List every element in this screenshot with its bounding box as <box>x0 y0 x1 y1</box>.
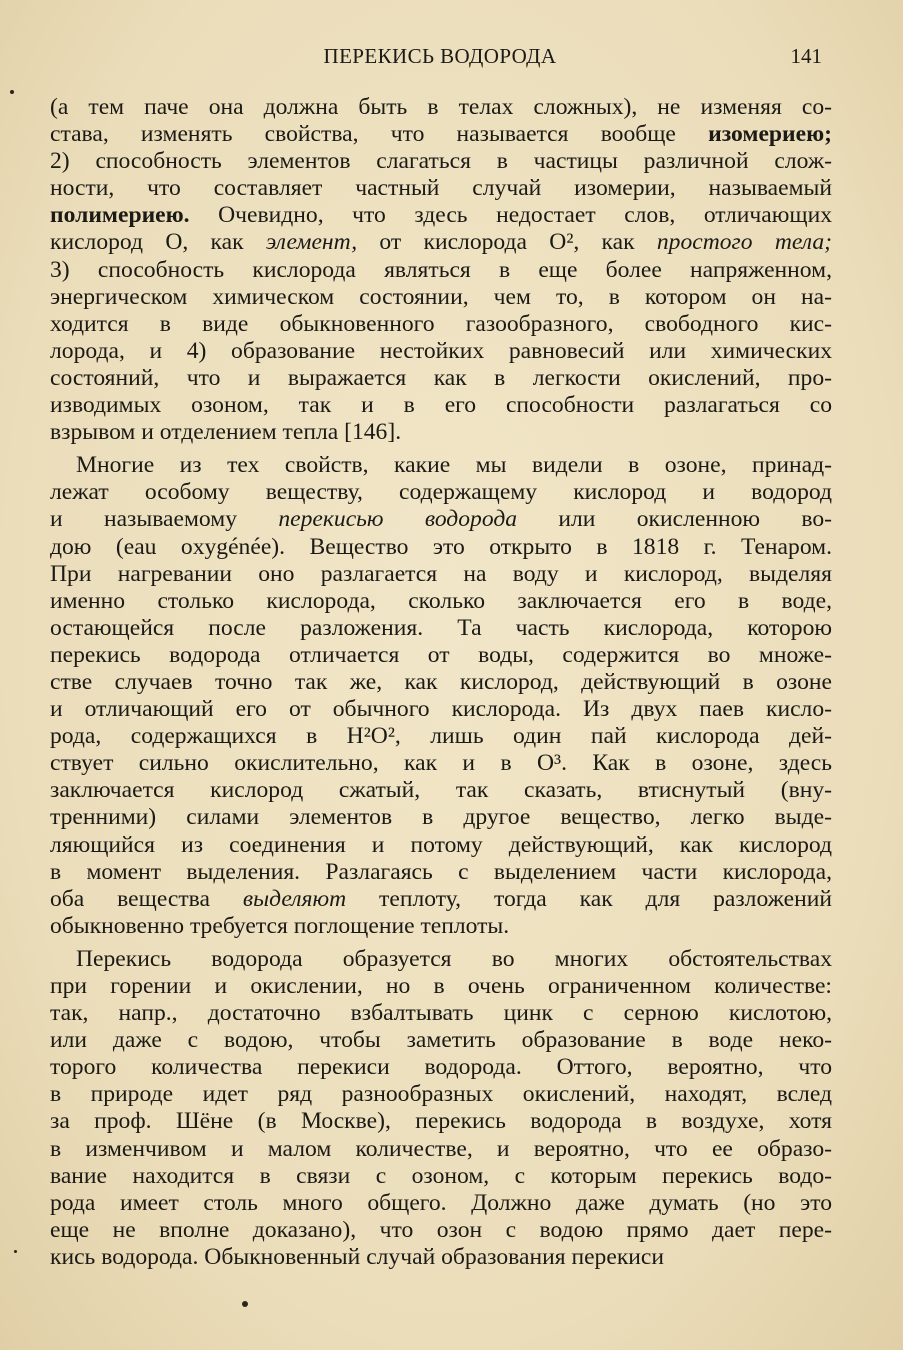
page-number: 141 <box>790 44 822 68</box>
page-header <box>50 38 830 74</box>
ink-speck <box>10 90 14 94</box>
text-line: При нагревании оно разлагается на воду и кислород, выделяя <box>50 560 832 587</box>
text-line: вание находится в связи с озоном, с которым перекись водо- <box>50 1162 832 1189</box>
text-line: заключается кислород сжатый, так сказать, втиснутый (вну- <box>50 777 832 804</box>
body-text <box>50 94 832 1271</box>
text-line: рода, содержащихся в Н²О², лишь один пай кислорода дей- <box>50 723 832 750</box>
text-line: или даже с водою, чтобы заметить образование в воде неко- <box>50 1027 832 1054</box>
text-line: в природе идет ряд разнообразных окислений, находят, вслед <box>50 1081 832 1108</box>
text-line: дою (eau oxygénée). Вещество это открыто в 1818 г. Тенаром. <box>50 533 832 560</box>
text-line: взрывом и отделением тепла [146]. <box>50 419 402 446</box>
text-line: 3) способность кислорода являться в еще более напряженном, <box>50 256 832 283</box>
text-line: остающейся после разложения. Та часть кислорода, которою <box>50 614 832 641</box>
text-line: ходится в виде обыкновенного газообразного, свободного кис- <box>50 310 832 337</box>
text-line: еще не вполне доказано), что озон с водою прямо дает пере- <box>50 1216 832 1243</box>
text-line: стве случаев точно так же, как кислород, действующий в озоне <box>50 668 832 695</box>
text-line: и отличающий его от обычного кислорода. Из двух паев кисло- <box>50 696 832 723</box>
text-line: кислород О, как элемент, от кислорода О², как простого тела; <box>50 229 832 256</box>
text-line: лорода, и 4) образование нестойких равновесий или химических <box>50 337 832 364</box>
paragraph <box>50 452 832 940</box>
text-line: так, напр., достаточно взбалтывать цинк с серною кислотою, <box>50 1000 832 1027</box>
text-line: ствует сильно окислительно, как и в О³. Как в озоне, здесь <box>50 750 832 777</box>
italic-term: выделяют <box>242 885 347 912</box>
text-line: лежат особому веществу, содержащему кислород и водород <box>50 479 832 506</box>
ink-speck <box>242 1301 248 1307</box>
running-title: ПЕРЕКИСЬ ВОДОРОДА <box>323 44 557 68</box>
text-line: ности, что составляет частный случай изомерии, называемый <box>50 175 832 202</box>
italic-term: простого тела; <box>656 229 832 256</box>
text-line: Перекись водорода образуется во многих обстоятельствах <box>76 945 832 972</box>
text-line: оба вещества выделяют теплоту, тогда как для разложений <box>50 885 833 912</box>
bold-term: полимериею. <box>50 202 190 229</box>
text-line: кись водорода. Обыкновенный случай образования перекиси <box>50 1243 665 1270</box>
text-line: рода имеет столь много общего. Должно даже думать (но это <box>50 1189 832 1216</box>
text-line: в момент выделения. Разлагаясь с выделением части кислорода, <box>50 858 832 885</box>
text-line: полимериею. Очевидно, что здесь недостает слов, отличающих <box>50 202 832 229</box>
paragraph <box>50 946 832 1271</box>
text-line: состояний, что и выражается как в легкости окислений, про- <box>50 364 832 391</box>
text-line: тренними) силами элементов в другое вещество, легко выде- <box>50 804 832 831</box>
text-line: в изменчивом и малом количестве, и вероятно, что ее образо- <box>50 1135 832 1162</box>
text-line: ляющийся из соединения и потому действующий, как кислород <box>50 831 832 858</box>
text-line: Многие из тех свойств, какие мы видели в озоне, принад- <box>76 452 832 479</box>
text-line: (а тем паче она должна быть в телах сложных), не изменяя со- <box>50 94 832 120</box>
text-line: торого количества перекиси водорода. Оттого, вероятно, что <box>50 1054 832 1081</box>
text-line: перекись водорода отличается от воды, содержится во множе- <box>50 641 832 668</box>
text-line: става, изменять свойства, что называется вообще изомериею; <box>50 121 832 148</box>
text-line: и называемому перекисью водорода или окисленною во- <box>50 506 832 533</box>
text-line: 2) способность элементов слагаться в частицы различной слож- <box>50 148 832 175</box>
text-line: энергическом химическом состоянии, чем то, в котором он на- <box>50 283 832 310</box>
text-line: обыкновенно требуется поглощение теплоты. <box>50 912 510 939</box>
text-line: за проф. Шёне (в Москве), перекись водорода в воздухе, хотя <box>50 1108 832 1135</box>
text-line: изводимых озоном, так и в его способности разлагаться со <box>50 392 832 419</box>
italic-term: перекисью водорода <box>278 506 518 533</box>
ink-speck <box>14 1250 17 1253</box>
paragraph <box>50 94 832 446</box>
bold-term: изомериею; <box>708 121 832 148</box>
text-line: именно столько кислорода, сколько заключается его в воде, <box>50 587 832 614</box>
text-line: при горении и окислении, но в очень ограниченном количестве: <box>50 973 832 999</box>
italic-term: элемент, <box>265 229 358 256</box>
